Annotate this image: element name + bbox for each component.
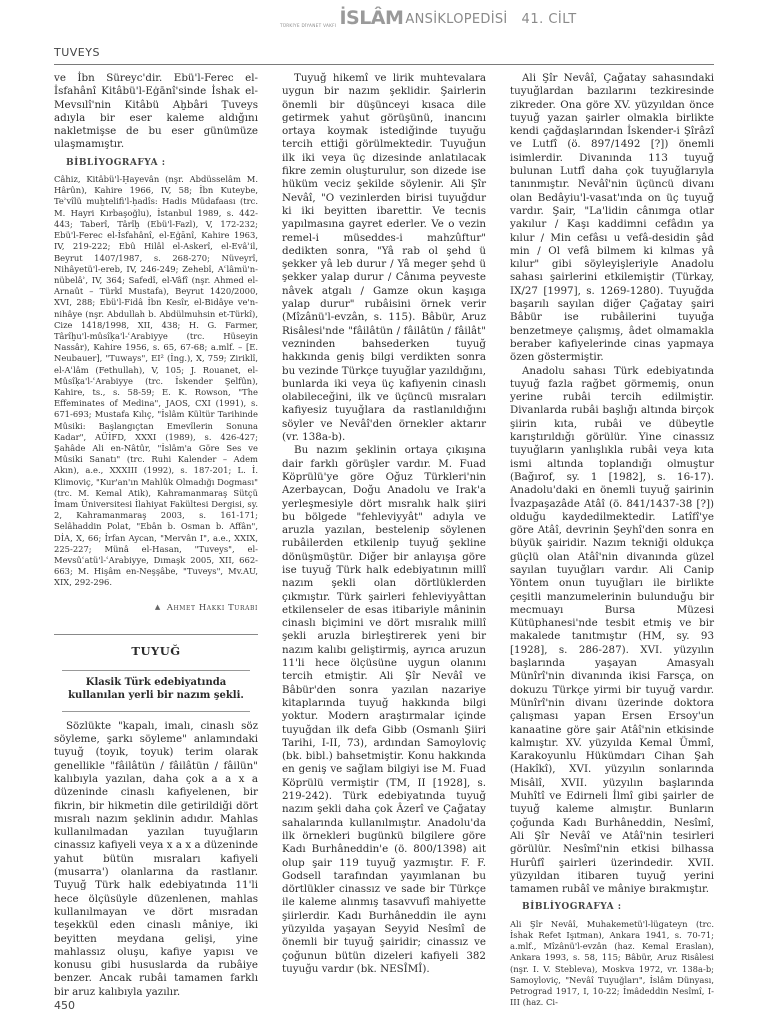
article-ending-paragraph: ve İbn Süreyc'dir. Ebü'l-Ferec el-İsfahânî Kitâbü'l-Eġānî'sinde İshak el-Mevsılî'nin Kitâbü Aḫbâri Ṭuveys adıyla bir eser kaleme aldığını nakletmişse de bu eser günümüze ulaşmamıştır. [54, 72, 258, 151]
paragraph: Ali Şîr Nevâî, Çağatay sahasındaki tuyuğlardan bazılarını tezkiresinde zikreder. Ona göre XV. yüzyıldan önce tuyuğ yazan şairler olmakla birlikte kendi çağdaşlarından İskender-i Şîrâzî ve Lutfî (ö. 897/1492 [?]) önemli isimlerdir. Divanında 113 tuyuğ bulunan Lutfî daha çok tuyuğlarıyla tanınmıştır. Nevâî'nin üçüncü divanı olan Bedâyiu'l-vasat'ında on üç tuyuğ vardır. Şair, "La'lidin cânımga otlar yakılur / Kaşı kaddimni cefâdın ya kılur / Min cefâsı u vefâ-desidin şâd min / Ol vefâ bilmem ki kılmas yâ kılur" gibi söyleyişleriyle Anadolu sahası şairlerini etkilemiştir (Türkay, IX/27 [1997], s. 1269-1280). Tuyuğda başarılı sayılan diğer Çağatay şairi Bâbür ise rubâilerini tuyuğa benzetmeye çalışmış, âdet olmamakla beraber kafiyelerinde cinas yapmaya özen göstermiştir. [510, 72, 714, 364]
entry-separator [54, 634, 258, 635]
header-rule [54, 64, 714, 65]
column-1 [54, 72, 258, 999]
entry-description: Klasik Türk edebiyatında kullanılan yerli bir nazım şekli. [62, 670, 250, 712]
encyclopedia-brand [280, 8, 577, 28]
bibliography-heading: BİBLİYOGRAFYA : [66, 157, 166, 168]
entry-paragraph: Sözlükte "kapalı, imalı, cinaslı söz söyleme, şarkı söyleme" anlamındaki tuyuğ (toyık, toyuk) terim olarak genellikle "fâilâtün / fâilâtün / fâilün" kalıbıyla yazılan, daha çok a a x a düzeninde cinaslı kafiyelenen, bir fikrin, bir hikmetin dile getirildiği dört mısralı nazım şeklinin adıdır. Mahlas kullanılmadan yazılan tuyuğların cinassız kafiyeli veya x a x a düzeninde yahut bütün mısraları kafiyeli (musarra') olanlarına da rastlanır. Tuyuğ Türk halk edebiyatında 11'li hece ölçüsüyle düzenlenen, mahlas kullanılmayan ve dört mısradan teşekkül eden cinaslı mâniye, iki beyitten meydana gelişi, yine mahlassız oluşu, kafiye yapısı ve konusu gibi hususlarda da rubâiye benzer. Ancak rubâi tamamen farklı bir aruz kalıbıyla yazılır. [54, 719, 258, 998]
bibliography-heading: BİBLİYOGRAFYA : [522, 902, 622, 913]
bibliography-text: Ali Şîr Nevâî, Muhakemetü'l-lügateyn (trc. İshak Refet Işıtman), Ankara 1941, s. 70-71; a.mlf., Mîzânü'l-evzân (haz. Kemal Eraslan), Ankara 1993, s. 58, 115; Bâbür, Aruz Risâlesi (nşr. I. V. Stebleva), Moskva 1972, vr. 138a-b; Samoyloviç, "Nevâî Tuyuğları", İslâm Dünyası, Petrograd 1917, I, 10-22; İmâdeddin Nesîmî, I-III (haz. Ci- [510, 918, 714, 1008]
author-name: Ahmet Hakkı Turabi [166, 601, 258, 612]
paragraph: Tuyuğ hikemî ve lirik muhtevalara uygun bir nazım şeklidir. Şairlerin önemli bir düşünceyi kısaca dile getirmek yahut görüşünü, inancını ortaya koymak istediğinde tuyuğu tercih ettiği görülmektedir. Tuyuğun ilk iki veya üç dizesinde anlatılacak fikre zemin oluşturulur, son dizede ise hüküm veciz şekilde söylenir. Ali Şîr Nevâî, "O vezinlerden birisi tuyuğdur ki iki beyitten ibarettir. Ve tecnis yapılmasına gayret ederler. Ve o vezin remel-i müseddes-i mahzûftur" dedikten sonra, "Yâ rab ol şehd ü şekker yâ leb durur / Yâ meger şehd ü şekker yalap durur / Cânıma peyveste nâvek atgalı / Gamze okun kaşıga yalap durur" rubâisini örnek verir (Mîzânü'l-evzân, s. 115). Bâbür, Aruz Risâlesi'nde "fâilâtün / fâilâtün / fâilât" vezninden bahsederken tuyuğ hakkında geniş bilgi verdikten sonra bu vezinde Türkçe tuyuğlar yazıldığını, bunlarda iki veya üç kafiyenin cinaslı olabileceğini, ilk ve üçüncü mısraları kafiyesiz tuyuğlara da rastlanıldığını söyler ve Nevâî'den örnekler aktarır (vr. 138a-b). [282, 72, 486, 444]
brand-publisher: TÜRKİYE DİYANET VAKFI [280, 23, 337, 28]
column-2 [282, 72, 486, 976]
page-number: 450 [54, 999, 75, 1012]
page-header [0, 8, 768, 28]
column-3 [510, 72, 714, 1008]
paragraph: Anadolu sahası Türk edebiyatında tuyuğ fazla rağbet görmemiş, onun yerine rubâi tercih edilmiştir. Divanlarda rubâi başlığı altında birçok şiirin kıta, rubâi ve dübeytle karıştırıldığı görülür. Yine cinassız tuyuğların yanlışlıkla rubâi veya kıta ismi altında toplandığı olmuştur (Bağırof, sy. 1 [1982], s. 16-17). Anadolu'daki en önemli tuyuğ şairinin İvazpaşazâde Atâî (ö. 841/1437-38 [?]) olduğu kaydedilmektedir. Latîfî'ye göre Atâî, devrinin Şeyhî'den sonra en büyük şairidir. Nazım tekniği oldukça güçlü olan Atâî'nin divanında güzel sayılan tuyuğları vardır. Ali Canip Yöntem onun tuyuğları ile birlikte çeşitli manzumelerinin bulunduğu bir mecmuayı Bursa Müzesi Kütüphanesi'nde tesbit etmiş ve bir makalede tanıtmıştır (HM, sy. 93 [1928], s. 286-287). XVI. yüzyılın başlarında yaşayan Amasyalı Münîrî'nin divanında ikisi Farsça, on dokuzu Türkçe yirmi bir tuyuğ vardır. Münîrî'nin divanı üzerinde doktora çalışması yapan Ersen Ersoy'un kanaatine göre şair Atâî'nin etkisinde kalmıştır. XV. yüzyılda Kemal Ümmî, Karakoyunlu Hükümdarı Cihan Şah (Hakîkî), XVI. yüzyılın sonlarında Misâlî, XVII. yüzyılın başlarında Muhîtî ve Edirneli İlmî gibi şairler de tuyuğ kaleme almıştır. Bunların çoğunda Kadı Burhâneddin, Nesîmî, Ali Şîr Nevâî ve Atâî'nin tesirleri görülür. Nesîmî'nin etkisi bilhassa Hurûfî şairleri üzerindedir. XVII. yüzyıldan itibaren tuyuğ yerini tamamen rubâî ve mâniye bırakmıştır. [510, 364, 714, 896]
brand-name: İSLÂM [339, 7, 404, 29]
running-head: TUVEYS [54, 46, 100, 59]
end-mark-icon: ▲ [154, 602, 161, 611]
volume-number: 41. CİLT [521, 12, 577, 27]
entry-title: TUYUĞ [131, 643, 181, 658]
paragraph: Bu nazım şeklinin ortaya çıkışına dair farklı görüşler vardır. M. Fuad Köprülü'ye göre Oğuz Türkleri'nin Azerbaycan, Doğu Anadolu ve Irak'a yerleşmesiyle dört mısralık halk şiiri bu bölgede "fehleviyyât" adıyla ve aruzla yazılan, bestelenip söylenen rubâilerden etkilenip tuyuğ şekline dönüşmüştür. Diğer bir anlayışa göre ise tuyuğ Türk halk edebiyatının millî nazım şekli olan dörtlüklerden çıkmıştır. Türk şairleri fehleviyyâttan etkilenseler de esas itibariyle mâninin cinaslı biçimini ve dört mısralık millî şekli aruzla birleştirerek yeni bir nazım kalıbı geliştirmiş, ayrıca aruzun 11'li hece ölçüsüne uygun olanını tercih etmiştir. Ali Şîr Nevâî ve Bâbür'den sonra yazılan nazariye kitaplarında tuyuğ hakkında bilgi yoktur. Modern araştırmalar içinde tuyuğdan ilk defa Gibb (Osmanlı Şiiri Tarihi, I-II, 73), ardından Samoyloviç (bk. bibl.) bahsetmiştir. Konu hakkında en geniş ve sağlam bilgiyi ise M. Fuad Köprülü vermiştir (TM, II [1928], s. 219-242). Türk edebiyatında tuyuğ nazım şekli daha çok Âzerî ve Çağatay sahalarında kullanılmıştır. Anadolu'da ilk örnekleri bugünkü bilgilere göre Kadı Burhâneddin'e (ö. 800/1398) ait olup şair 119 tuyuğ yazmıştır. F. F. Godsell tarafından yayımlanan bu dörtlükler cinassız ve sade bir Türkçe ile kaleme alınmış tasavvufî mahiyette şiirlerdir. Kadı Burhâneddin ile aynı yüzyılda yaşayan Seyyid Nesîmî de önemli bir tuyuğ şairidir; cinassız ve çoğunun bütün dizeleri kafiyeli 382 tuyuğu vardır (bk. NESÎMÎ). [282, 444, 486, 975]
author-signature [54, 601, 258, 614]
brand-subtitle: ANSİKLOPEDİSİ [405, 12, 508, 27]
bibliography-text: Câhiz, Kitâbü'l-Ḥayevân (nşr. Abdüsselâm M. Hârûn), Kahire 1966, IV, 58; İbn Kuteybe, Teʾvîlü muḫtelifi'l-ḥadîs: Hadis Müdafaası (trc. M. Hayri Kırbaşoğlu), İstanbul 1989, s. 442-443; Taberî, Târîḫ (Ebü'l-Fazl), V, 172-232; Ebü'l-Ferec el-İsfahânî, el-Eġānî, Kahire 1963, IV, 219-222; Ebû Hilâl el-Askerî, el-Evâʾil, Beyrut 1407/1987, s. 268-270; Nüveyrî, Nihâyetü'l-ereb, IV, 246-249; Zehebî, Aʿlâmü'n-nübelâʾ, IV, 364; Safedî, el-Vâfî (nşr. Ahmed el-Arnaût – Türkî Mustafa), Beyrut 1420/2000, XVI, 288; Ebü'l-Fidâ İbn Kesîr, el-Bidâye ve'n-nihâye (nşr. Abdullah b. Abdülmuhsin et-Türkî), Cize 1418/1998, XII, 438; H. G. Farmer, Târîḫu'l-mûsîḳa'l-ʿArabiyye (trc. Hüseyin Nassâr), Kahire 1956, s. 65, 67-68; a.mlf. – [E. Neubauer], "Tuways", EI² (İng.), X, 759; Ziriklî, el-Aʿlâm (Fethullah), V, 105; J. Rouanet, el-Mûsîḳa'l-ʿArabiyye (trc. İskender Şelfûn), Kahire, ts., s. 58-59; E. K. Rowson, "The Effeminates of Medina", JAOS, CXI (1991), s. 671-693; Mustafa Kılıç, "İslâm Kültür Tarihinde Mûsiki: Başlangıçtan Emevîlerin Sonuna Kadar", AÜİFD, XXXI (1989), s. 426-427; Şahâde Ali en-Nâtûr, "İslâm'a Göre Ses ve Mûsiki Sanatı" (trc. Ruhi Kalender – Adem Akın), a.e., XXXIII (1992), s. 187-201; L. İ. Klimoviç, "Kur'an'ın Mahlûk Olmadığı Dogması" (trc. M. Kemal Atik), Kahramanmaraş Sütçü İmam Üniversitesi İlahiyat Fakültesi Dergisi, sy. 2, Kahramanmaraş 2003, s. 161-171; Selâhaddin Polat, "Ebân b. Osman b. Affân", DİA, X, 66; İrfan Aycan, "Mervân I", a.e., XXIX, 225-227; Münâ el-Hasan, "Tuveys", el-Mevsûʿatü'l-ʿArabiyye, Dımaşk 2005, XII, 662-663; M. Hişâm en-Neşşâbe, "Tuveys", Mv.AU, XIX, 292-296. [54, 174, 258, 588]
